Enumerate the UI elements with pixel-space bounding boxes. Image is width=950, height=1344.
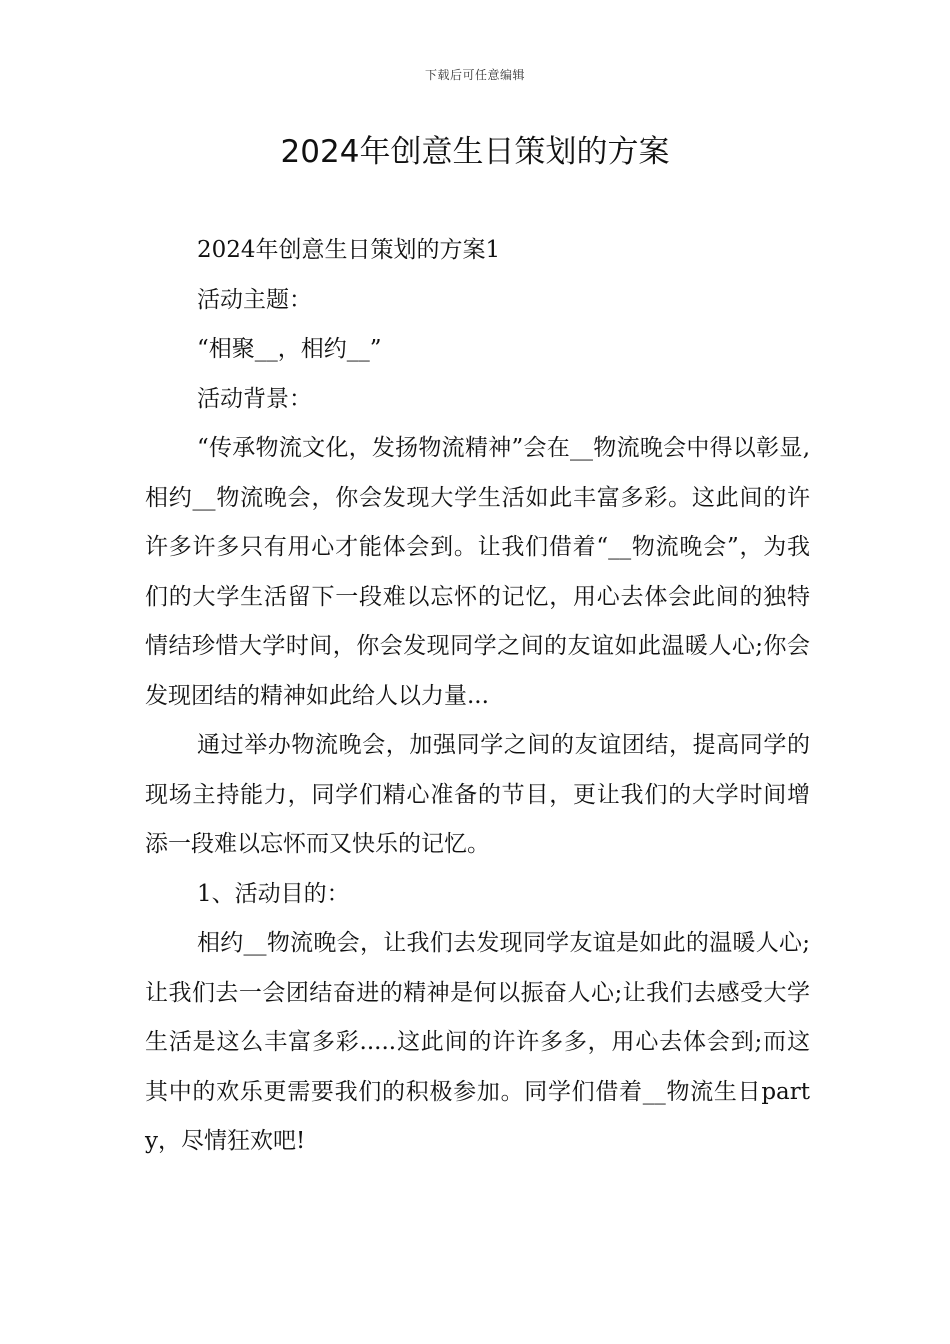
paragraph-purpose-intro: 通过举办物流晚会，加强同学之间的友谊团结，提高同学的现场主持能力，同学们精心准备的节目，更让我们的大学时间增添一段难以忘怀而又快乐的记忆。 [145, 732, 810, 857]
paragraph-goal-label: 1、活动目的： [197, 880, 350, 907]
paragraph-theme-label: 活动主题： [197, 286, 312, 313]
paragraph-theme: “相聚__，相约__” [197, 336, 382, 362]
paragraph-background-label: 活动背景： [197, 385, 312, 412]
paragraph-goal: 相约__物流晚会，让我们去发现同学友谊是如此的温暖人心;让我们去一会团结奋进的精神是何以振奋人心;让我们去感受大学生活是这么丰富多彩.....这此间的许许多多，用心去体会到;而这其中的欢乐更需要我们的积极参加。同学们借着__物流生日party，尽情狂欢吧! [145, 930, 810, 1154]
paragraph-background: “传承物流文化，发扬物流精神”会在__物流晚会中得以彰显,相约__物流晚会，你会发现大学生活如此丰富多彩。这此间的许许多许多只有用心才能体会到。让我们借着“__物流晚会”，为我们的大学生活留下一段难以忘怀的记忆，用心去体会此间的独特情结珍惜大学时间，你会发现同学之间的友谊如此温暖人心;你会发现团结的精神如此给人以力量... [145, 435, 810, 709]
header-note: 下载后可任意编辑 [424, 68, 525, 82]
document-title: 2024年创意生日策划的方案 [280, 134, 670, 170]
document-body [145, 226, 810, 1167]
section-heading: 2024年创意生日策划的方案1 [197, 237, 501, 263]
